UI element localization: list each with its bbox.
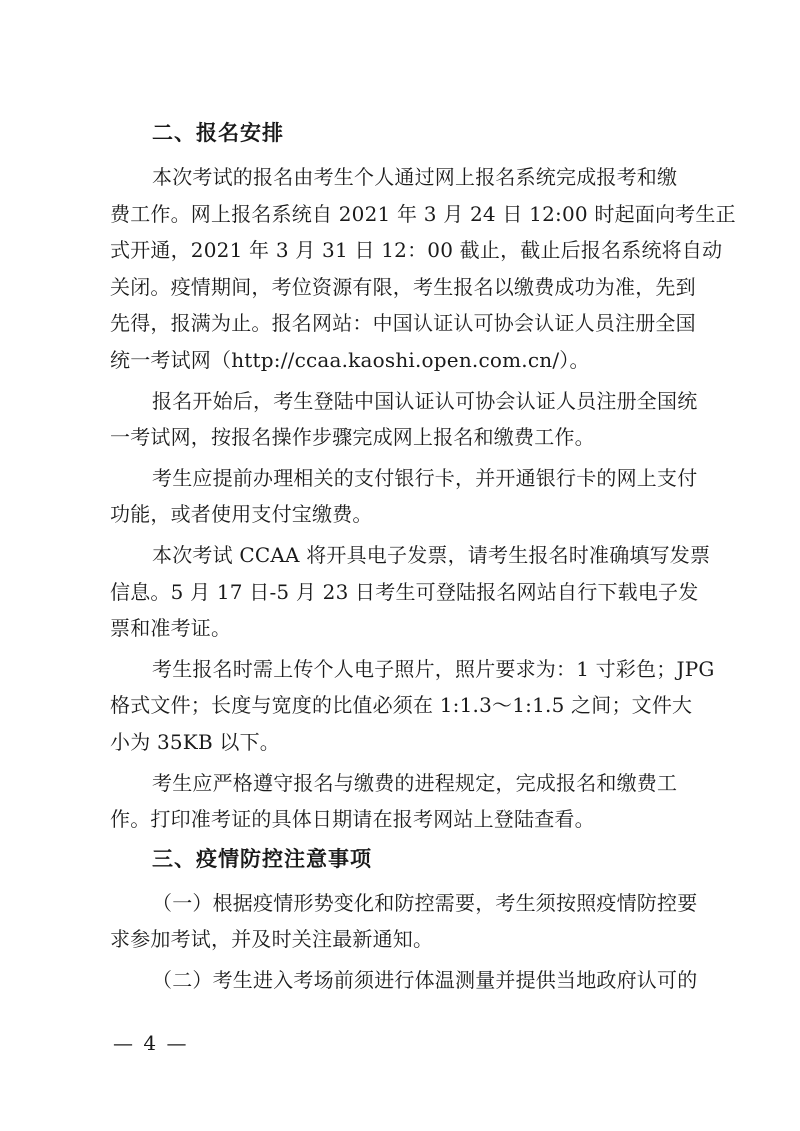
text-line: 报名开始后，考生登陆中国认证认可协会认证人员注册全国统 — [152, 388, 698, 413]
text-line: 票和准考证。 — [110, 616, 232, 641]
text-line: 格式文件；长度与宽度的比值必须在 1:1.3～1:1.5 之间；文件大 — [110, 693, 693, 718]
text-line: （二）考生进入考场前须进行体温测量并提供当地政府认可的 — [152, 967, 698, 992]
paragraph-photo-requirements — [110, 651, 715, 761]
paragraph-registration-steps — [110, 383, 698, 456]
section-heading-registration: 二、报名安排 — [152, 121, 284, 145]
section-heading-epidemic: 三、疫情防控注意事项 — [152, 846, 372, 871]
text-line: （一）根据疫情形势变化和防控需要，考生须按照疫情防控要 — [152, 890, 698, 915]
paragraph-schedule-rules — [110, 765, 695, 838]
text-line: 求参加考试，并及时关注最新通知。 — [110, 927, 434, 952]
text-line: 功能，或者使用支付宝缴费。 — [110, 502, 373, 527]
text-line: 本次考试的报名由考生个人通过网上报名系统完成报考和缴 — [152, 165, 678, 189]
paragraph-epidemic-rule-1 — [110, 885, 698, 958]
document-body — [110, 112, 736, 998]
text-line: 考生报名时需上传个人电子照片，照片要求为：1 寸彩色；JPG — [152, 656, 715, 681]
page-number: — 4 — — [113, 1031, 189, 1055]
text-line: 小为 35KB 以下。 — [110, 729, 281, 754]
text-line: 关闭。疫情期间，考位资源有限，考生报名以缴费成功为准，先到 — [110, 274, 696, 299]
text-line: 考生应提前办理相关的支付银行卡，并开通银行卡的网上支付 — [152, 465, 698, 490]
text-line: 本次考试 CCAA 将开具电子发票，请考生报名时准确填写发票 — [152, 542, 711, 567]
paragraph-epidemic-rule-2 — [110, 962, 698, 999]
text-line: 作。打印准考证的具体日期请在报考网站上登陆查看。 — [110, 807, 595, 832]
paragraph-invoice — [110, 537, 711, 647]
text-line: 先得，报满为止。报名网站：中国认证认可协会认证人员注册全国 — [110, 311, 696, 336]
text-line: 费工作。网上报名系统自 2021 年 3 月 24 日 12:00 时起面向考生正 — [110, 201, 736, 226]
paragraph-payment — [110, 460, 698, 533]
text-line: 一考试网，按报名操作步骤完成网上报名和缴费工作。 — [110, 425, 595, 450]
text-line: 统一考试网（http://ccaa.kaoshi.open.com.cn/）。 — [110, 347, 590, 372]
paragraph-registration-overview — [110, 159, 736, 379]
text-line: 考生应严格遵守报名与缴费的进程规定，完成报名和缴费工 — [152, 770, 678, 795]
text-line: 信息。5 月 17 日-5 月 23 日考生可登陆报名网站自行下载电子发 — [110, 579, 699, 604]
text-line: 式开通，2021 年 3 月 31 日 12：00 截止，截止后报名系统将自动 — [110, 238, 723, 263]
